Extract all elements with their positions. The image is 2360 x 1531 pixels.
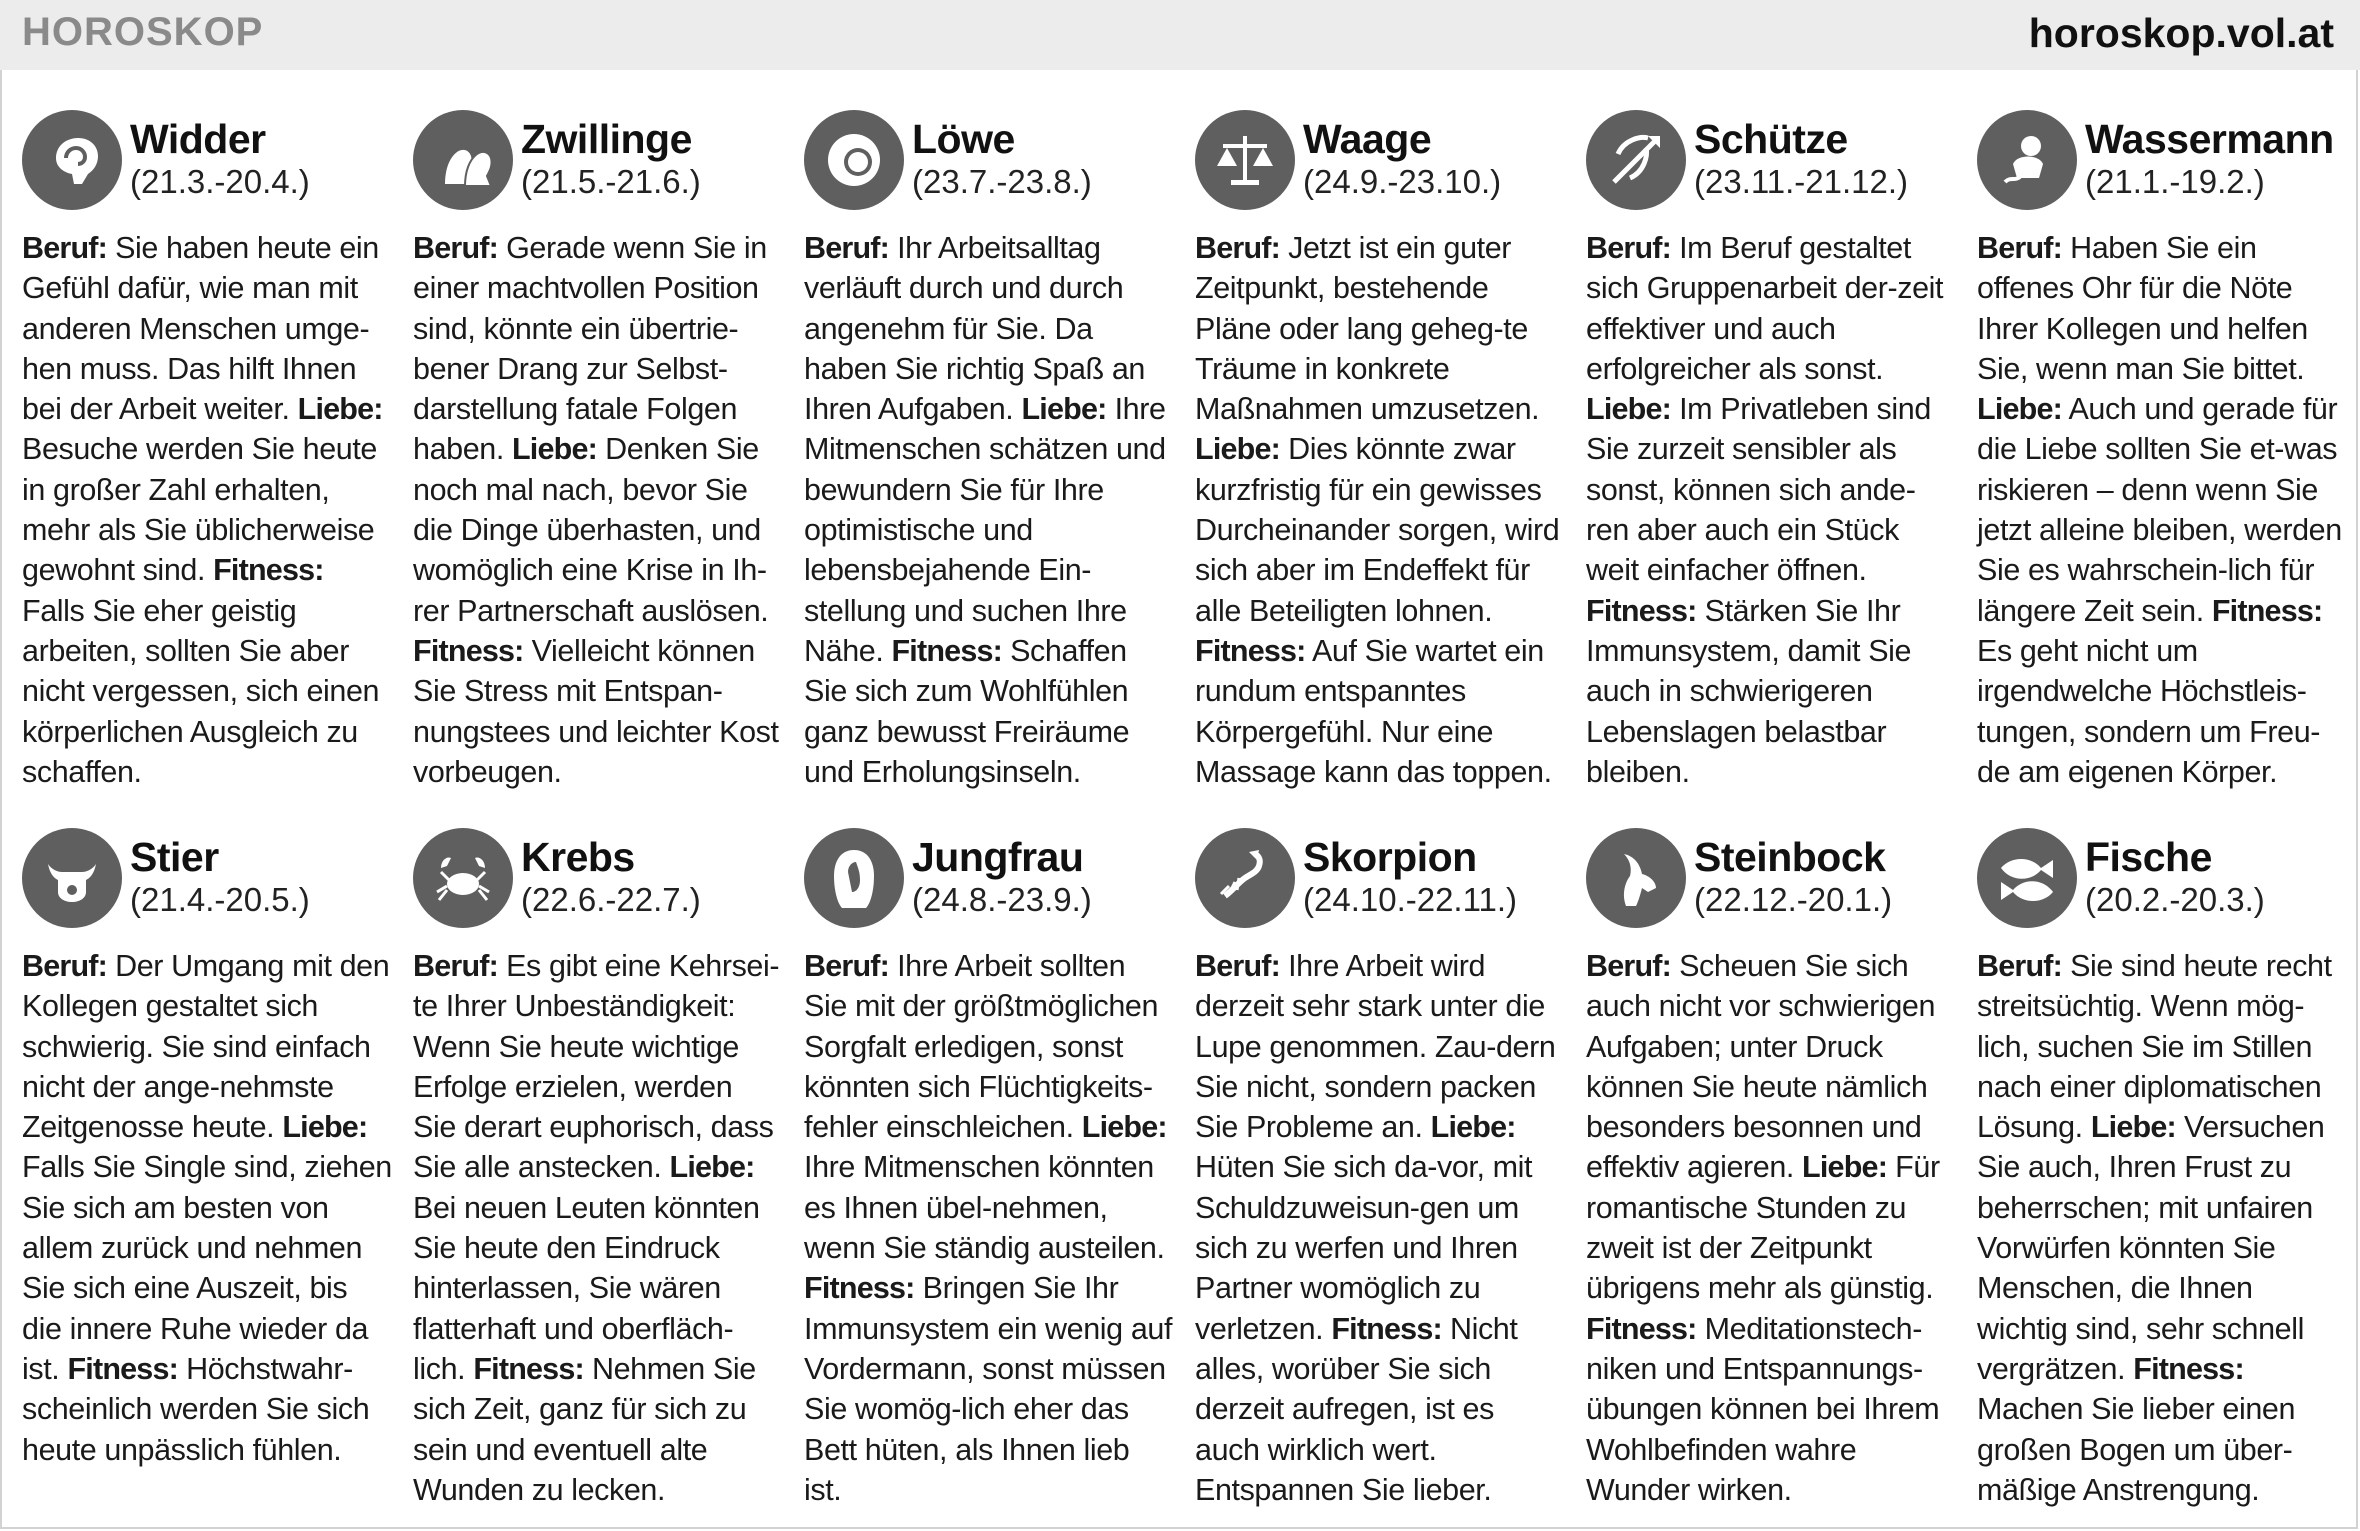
sign-dates: (21.3.-20.4.) (130, 163, 310, 200)
label-beruf: Beruf: (413, 231, 499, 265)
sign-card-skorpion (1195, 828, 1565, 1510)
label-beruf: Beruf: (1586, 949, 1672, 983)
sign-header (22, 828, 392, 946)
text-liebe: Auch und gerade für die Liebe sollten Sie et-was riskieren – denn wenn Sie jetzt alleine bleiben, werden Sie es wahrschein-lich für längere Zeit sein. (1977, 392, 2342, 628)
sign-dates: (22.12.-20.1.) (1694, 881, 1893, 918)
sign-header (413, 828, 783, 946)
text-liebe: Im Privatleben sind Sie zurzeit sensibler als sonst, können sich ande-ren aber auch ein Stück weit einfacher öffnen. (1586, 392, 1931, 588)
label-fitness: Fitness: (67, 1351, 178, 1386)
sign-text (1586, 946, 1956, 1510)
sign-name: Wassermann (2085, 116, 2334, 162)
sign-dates: (22.6.-22.7.) (521, 881, 701, 918)
sign-name: Krebs (521, 834, 635, 880)
sign-card-jungfrau (804, 828, 1174, 1510)
label-fitness: Fitness: (213, 553, 324, 588)
text-liebe: Bei neuen Leuten könnten Sie heute den Eindruck hinterlassen, Sie wären flatterhaft und oberfläch-lich. (413, 1190, 760, 1386)
ram-icon (22, 110, 122, 210)
text-fitness: Nehmen Sie sich Zeit, ganz für sich zu sein und eventuell alte Wunden zu lecken. (413, 1351, 756, 1507)
sign-text (413, 946, 783, 1510)
label-beruf: Beruf: (804, 231, 890, 265)
sign-dates: (24.8.-23.9.) (912, 881, 1092, 918)
sign-name: Fische (2085, 834, 2212, 880)
label-beruf: Beruf: (413, 949, 499, 983)
sign-text (22, 228, 392, 792)
sign-dates: (23.7.-23.8.) (912, 163, 1092, 200)
text-beruf: Der Umgang mit den Kollegen gestaltet sich schwierig. Sie sind einfach nicht der ange-nehmste Zeitgenosse heute. (22, 949, 390, 1145)
fish-icon (1977, 828, 2077, 928)
text-fitness: Machen Sie lieber einen großen Bogen um über-mäßige Anstrengung. (1977, 1392, 2296, 1507)
sign-header (1977, 828, 2347, 946)
sign-dates: (21.4.-20.5.) (130, 881, 310, 918)
label-fitness: Fitness: (1586, 593, 1697, 628)
text-liebe: Ihre Mitmenschen könnten es Ihnen übel-nehmen, wenn Sie ständig austeilen. (804, 1150, 1165, 1266)
text-fitness: Falls Sie eher geistig arbeiten, sollten Sie aber nicht vergessen, sich einen körperlichen Ausgleich zu schaffen. (22, 593, 380, 789)
scales-icon (1195, 110, 1295, 210)
sign-text (1195, 946, 1565, 1510)
sign-dates: (20.2.-20.3.) (2085, 881, 2265, 918)
virgin-icon (804, 828, 904, 928)
text-fitness: Es geht nicht um irgendwelche Höchstleis-tungen, sondern um Freu-de am eigenen Körper. (1977, 633, 2321, 789)
site-url[interactable]: horoskop.vol.at (2028, 10, 2334, 56)
sign-name: Widder (130, 116, 266, 162)
label-liebe: Liebe: (1977, 392, 2063, 427)
label-fitness: Fitness: (2211, 593, 2323, 628)
text-beruf: Scheuen Sie sich auch nicht vor schwierigen Aufgaben; unter Druck können Sie heute nämlich besonders besonnen und effektiv agieren. (1586, 949, 1936, 1185)
text-fitness: Stärken Sie Ihr Immunsystem, damit Sie auch in schwierigeren Lebenslagen belastbar bleiben. (1586, 593, 1912, 789)
header-bar (0, 0, 2360, 70)
label-beruf: Beruf: (1977, 949, 2063, 983)
scorpion-icon (1195, 828, 1295, 928)
label-beruf: Beruf: (22, 231, 108, 265)
label-liebe: Liebe: (297, 392, 383, 427)
text-fitness: Höchstwahr-scheinlich werden Sie sich heute unpässlich fühlen. (22, 1351, 370, 1467)
text-beruf: Haben Sie ein offenes Ohr für die Nöte Ihrer Kollegen und helfen Sie, wenn man Sie bittet. (1977, 231, 2308, 386)
label-liebe: Liebe: (2090, 1110, 2176, 1145)
sign-header (1977, 110, 2347, 228)
sign-card-widder (22, 110, 392, 792)
sign-dates: (24.9.-23.10.) (1303, 163, 1502, 200)
text-beruf: Sie sind heute recht streitsüchtig. Wenn mög-lich, suchen Sie im Stillen nach einer diplomatischen Lösung. (1977, 949, 2332, 1145)
sign-name: Steinbock (1694, 834, 1886, 880)
text-fitness: Meditationstech-niken und Entspannungs-übungen können bei Ihrem Wohlbefinden wahre Wunder wirken. (1586, 1311, 1940, 1507)
text-fitness: Vielleicht können Sie Stress mit Entspan-nungstees und leichter Kost vorbeugen. (413, 633, 779, 789)
label-liebe: Liebe: (1021, 392, 1107, 427)
text-liebe: Besuche werden Sie heute in großer Zahl erhalten, mehr als Sie üblicherweise gewohnt sind. (22, 432, 377, 588)
label-fitness: Fitness: (1331, 1311, 1442, 1346)
sign-card-löwe (804, 110, 1174, 792)
lion-icon (804, 110, 904, 210)
text-liebe: Denken Sie noch mal nach, bevor Sie die Dinge überhasten, und womöglich eine Krise in Ih-rer Partnerschaft auslösen. (413, 432, 769, 628)
sign-text (1195, 228, 1565, 792)
text-fitness: Auf Sie wartet ein rundum entspanntes Körpergefühl. Nur eine Massage kann das toppen. (1195, 633, 1552, 789)
label-liebe: Liebe: (511, 432, 597, 467)
label-liebe: Liebe: (669, 1150, 755, 1185)
label-fitness: Fitness: (473, 1351, 584, 1386)
text-liebe: Ihre Mitmenschen schätzen und bewundern Sie für Ihre optimistische und lebensbejahende Ein-stellung und suchen Ihre Nähe. (804, 392, 1166, 668)
label-fitness: Fitness: (891, 633, 1003, 668)
sign-name: Jungfrau (912, 834, 1084, 880)
sign-name: Stier (130, 834, 219, 880)
text-liebe: Versuchen Sie auch, Ihren Frust zu beherrschen; mit unfairen Vorwürfen könnten Sie Menschen, die Ihnen wichtig sind, sehr schnell vergrätzen. (1977, 1110, 2325, 1386)
archer-icon (1586, 110, 1686, 210)
bull-icon (22, 828, 122, 928)
label-liebe: Liebe: (282, 1110, 368, 1145)
sign-card-waage (1195, 110, 1565, 792)
twins-icon (413, 110, 513, 210)
sign-dates: (23.11.-21.12.) (1694, 163, 1909, 200)
text-beruf: Ihr Arbeitsalltag verläuft durch und durch angenehm für Sie. Da haben Sie richtig Spaß an Ihren Aufgaben. (804, 231, 1145, 427)
label-liebe: Liebe: (1195, 432, 1281, 467)
sign-name: Löwe (912, 116, 1015, 162)
sign-text (22, 946, 392, 1470)
text-beruf: Jetzt ist ein guter Zeitpunkt, bestehende Pläne oder lang geheg-te Träume in konkrete Maßnahmen umzusetzen. (1195, 231, 1540, 427)
text-liebe: Dies könnte zwar kurzfristig für ein gewisses Durcheinander sorgen, wird sich aber im Endeffekt für alle Beteiligten lohnen. (1195, 432, 1560, 628)
text-fitness: Schaffen Sie sich zum Wohlfühlen ganz bewusst Freiräume und Erholungsinseln. (804, 633, 1130, 789)
sign-name: Waage (1303, 116, 1432, 162)
text-beruf: Gerade wenn Sie in einer machtvollen Position sind, könnte ein übertrie-bener Drang zur Selbst-darstellung fatale Folgen haben. (413, 231, 767, 467)
section-title: HOROSKOP (22, 10, 264, 54)
sign-header (22, 110, 392, 228)
text-beruf: Ihre Arbeit sollten Sie mit der größtmöglichen Sorgfalt erledigen, sonst könnten sich Flüchtigkeits-fehler einschleichen. (804, 949, 1159, 1145)
text-fitness: Nicht alles, worüber Sie sich derzeit aufregen, ist es auch wirklich wert. Entspannen Sie lieber. (1195, 1311, 1518, 1507)
text-fitness: Bringen Sie Ihr Immunsystem ein wenig auf Vordermann, sonst müssen Sie womög-lich eher das Bett hüten, als Ihnen lieb ist. (804, 1271, 1173, 1507)
label-liebe: Liebe: (1081, 1110, 1167, 1145)
sign-header (804, 828, 1174, 946)
text-beruf: Im Beruf gestaltet sich Gruppenarbeit der-zeit effektiver und auch erfolgreicher als sonst. (1586, 231, 1944, 386)
sign-header (1195, 110, 1565, 228)
label-beruf: Beruf: (804, 949, 890, 983)
sign-header (1586, 110, 1956, 228)
sign-name: Schütze (1694, 116, 1848, 162)
sign-card-wassermann (1977, 110, 2347, 792)
sign-text (1977, 228, 2347, 792)
sign-header (1586, 828, 1956, 946)
sign-card-fische (1977, 828, 2347, 1510)
sign-text (804, 946, 1174, 1510)
sign-text (1977, 946, 2347, 1510)
sign-text (1586, 228, 1956, 792)
label-fitness: Fitness: (2133, 1351, 2244, 1386)
sign-name: Zwillinge (521, 116, 692, 162)
label-fitness: Fitness: (1195, 633, 1306, 668)
sign-header (1195, 828, 1565, 946)
sign-dates: (21.1.-19.2.) (2085, 163, 2265, 200)
text-beruf: Sie haben heute ein Gefühl dafür, wie man mit anderen Menschen umge-hen muss. Das hilft Ihnen bei der Arbeit weiter. (22, 231, 379, 427)
text-beruf: Ihre Arbeit wird derzeit sehr stark unter die Lupe genommen. Zau-dern Sie nicht, sondern packen Sie Probleme an. (1195, 949, 1556, 1145)
sign-text (804, 228, 1174, 792)
label-beruf: Beruf: (1195, 949, 1281, 983)
label-liebe: Liebe: (1586, 392, 1672, 427)
label-beruf: Beruf: (1977, 231, 2063, 265)
sign-card-schütze (1586, 110, 1956, 792)
sign-card-stier (22, 828, 392, 1470)
text-liebe: Für romantische Stunden zu zweit ist der Zeitpunkt übrigens mehr als günstig. (1586, 1150, 1940, 1306)
text-liebe: Falls Sie Single sind, ziehen Sie sich am besten von allem zurück und nehmen Sie sich eine Auszeit, bis die innere Ruhe wieder da ist. (22, 1150, 392, 1386)
sign-name: Skorpion (1303, 834, 1477, 880)
sign-card-steinbock (1586, 828, 1956, 1510)
sign-header (413, 110, 783, 228)
crab-icon (413, 828, 513, 928)
text-beruf: Es gibt eine Kehrsei-te Ihrer Unbeständigkeit: Wenn Sie heute wichtige Erfolge erzielen, werden Sie derart euphorisch, dass Sie alle anstecken. (413, 949, 780, 1185)
water-bearer-icon (1977, 110, 2077, 210)
sign-dates: (24.10.-22.11.) (1303, 881, 1518, 918)
label-beruf: Beruf: (1195, 231, 1281, 265)
sign-card-zwillinge (413, 110, 783, 792)
label-beruf: Beruf: (22, 949, 108, 983)
label-liebe: Liebe: (1802, 1150, 1888, 1185)
label-liebe: Liebe: (1430, 1110, 1516, 1145)
sign-header (804, 110, 1174, 228)
text-liebe: Hüten Sie sich da-vor, mit Schuldzuweisun-gen um sich zu werfen und Ihren Partner womöglich zu verletzen. (1195, 1150, 1533, 1346)
label-fitness: Fitness: (413, 633, 524, 668)
label-fitness: Fitness: (1586, 1311, 1697, 1346)
label-beruf: Beruf: (1586, 231, 1672, 265)
sign-card-krebs (413, 828, 783, 1510)
label-fitness: Fitness: (804, 1271, 915, 1306)
sign-dates: (21.5.-21.6.) (521, 163, 701, 200)
ibex-icon (1586, 828, 1686, 928)
sign-text (413, 228, 783, 792)
